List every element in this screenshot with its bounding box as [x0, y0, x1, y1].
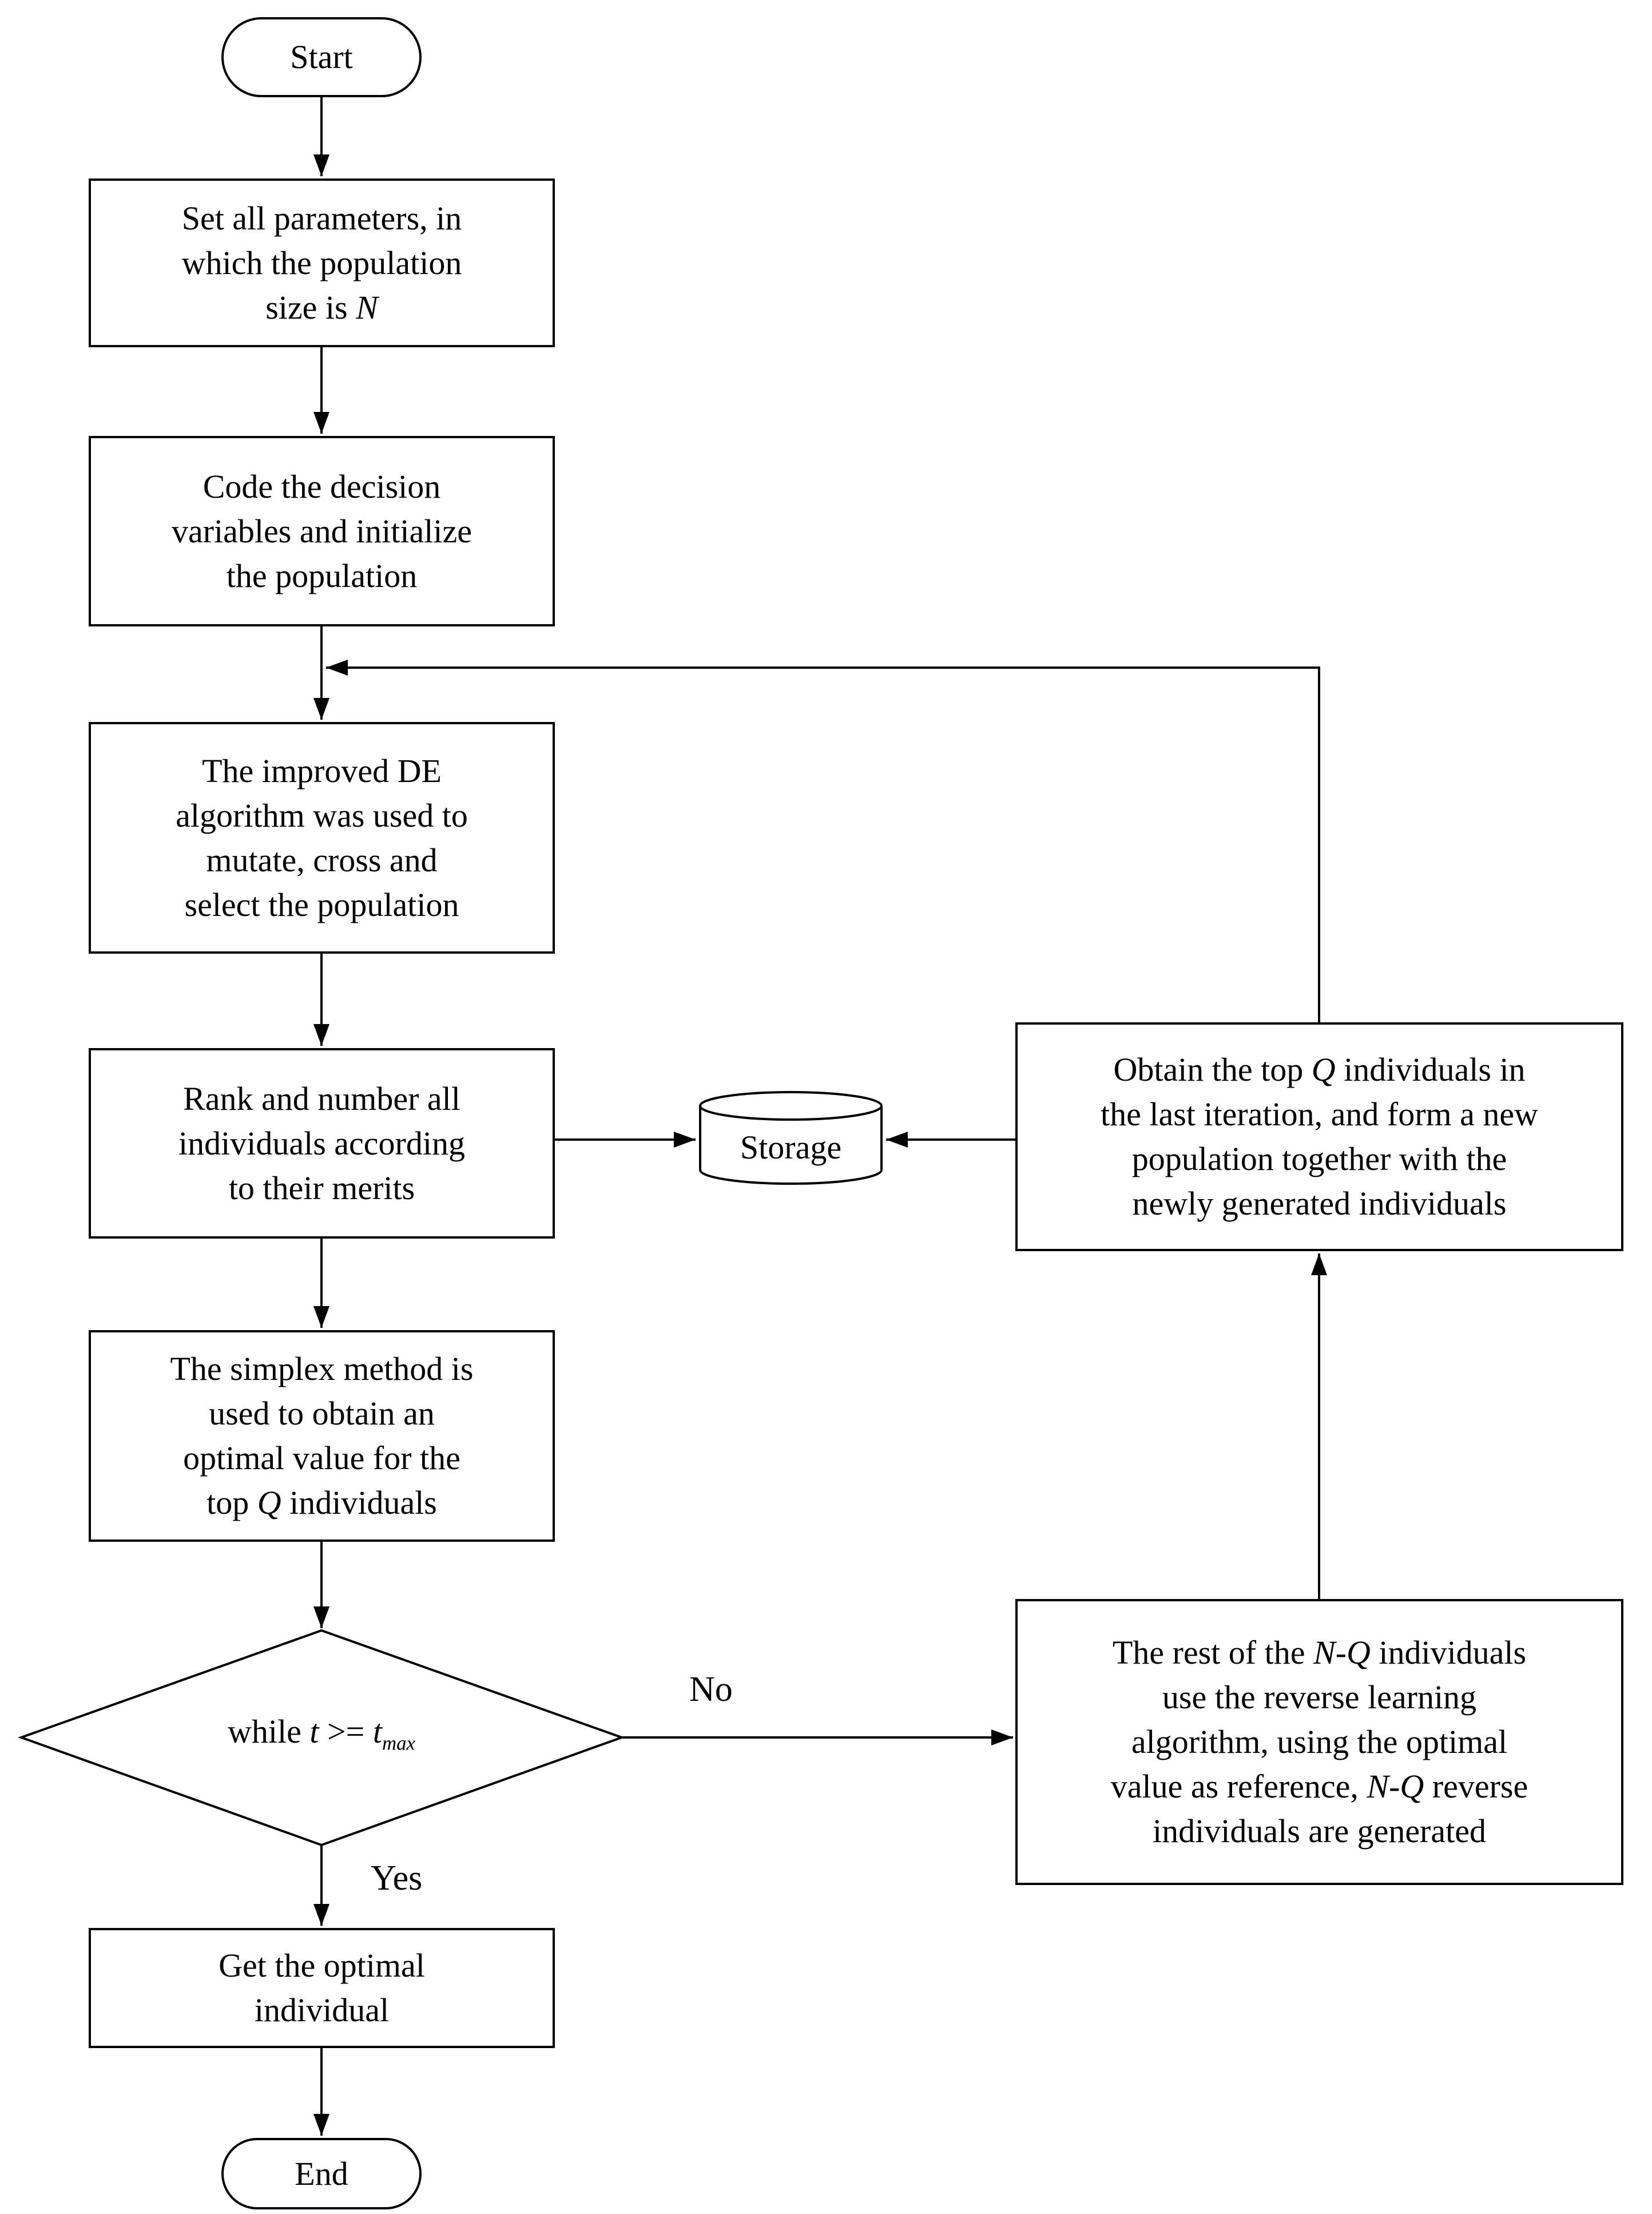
node-label-line: [229, 1166, 415, 1211]
label-part: size is: [265, 288, 356, 326]
label-part: which the population: [181, 244, 462, 281]
label-part: use the reverse learning: [1162, 1679, 1477, 1716]
label-part: reverse: [1424, 1768, 1528, 1805]
flow-node-improved-de: [89, 722, 555, 954]
node-label-line: [1133, 1181, 1507, 1226]
label-part: individuals according: [178, 1124, 465, 1162]
label-part: algorithm, using the optimal: [1131, 1723, 1508, 1760]
label-part: Obtain the top: [1113, 1051, 1312, 1088]
node-label-line: [219, 1943, 425, 1988]
label-part: individuals: [1370, 1634, 1527, 1671]
node-label-line: [206, 838, 437, 883]
label-part: Q: [1311, 1051, 1336, 1088]
label-part: Get the optimal: [219, 1947, 425, 1984]
flow-node-set-parameters: [89, 178, 555, 347]
label-part: used to obtain an: [209, 1395, 435, 1432]
label-part: >=: [319, 1713, 373, 1751]
label-part: N-Q: [1313, 1634, 1371, 1671]
node-label-line: [183, 1077, 460, 1121]
node-label-line: [1132, 1137, 1507, 1181]
node-label-line: [1113, 1630, 1526, 1675]
node-label-line: [203, 465, 441, 509]
label-part: select the population: [184, 886, 459, 923]
node-label-line: [255, 1988, 389, 2033]
label-part: Rank and number all: [183, 1080, 460, 1117]
label-part: to their merits: [228, 1169, 415, 1207]
node-label-line: [1153, 1809, 1486, 1854]
label-part: Storage: [740, 1128, 842, 1166]
label-part: individuals: [281, 1484, 437, 1521]
label-part: t: [309, 1713, 319, 1751]
node-label-line: [1162, 1675, 1476, 1720]
label-part: optimal value for the: [183, 1439, 460, 1477]
node-label-line: [182, 241, 462, 285]
label-part: individuals are generated: [1153, 1812, 1486, 1850]
flow-node-get-optimal: [89, 1928, 555, 2048]
node-label-line: [295, 2152, 348, 2196]
label-part: Q: [257, 1484, 281, 1521]
label-part: the last iteration, and form a new: [1100, 1096, 1539, 1133]
node-label-line: [227, 554, 417, 598]
node-label-line: [1111, 1764, 1528, 1809]
node-label-line: [170, 1347, 474, 1391]
flow-node-simplex: [89, 1330, 555, 1542]
node-label-line: [176, 793, 468, 838]
label-part: the population: [226, 557, 418, 594]
flow-node-code-variables: [89, 436, 555, 626]
node-label-line: [202, 749, 442, 793]
flow-node-start: [221, 17, 422, 97]
label-part: Start: [290, 38, 353, 76]
node-label-line: [183, 1436, 460, 1481]
flow-node-decision: [86, 1691, 557, 1785]
label-part: The simplex method is: [170, 1350, 474, 1387]
label-part: The improved DE: [202, 752, 442, 789]
label-part: max: [382, 1732, 415, 1755]
label-part: variables and initialize: [171, 512, 472, 550]
node-label-line: [206, 1481, 437, 1525]
label-part: individuals in: [1335, 1051, 1526, 1088]
node-label-line: [172, 509, 472, 554]
node-label-line: [185, 883, 459, 927]
label-part: value as reference,: [1110, 1768, 1367, 1805]
node-label-line: [228, 1709, 415, 1766]
label-part: mutate, cross and: [206, 841, 438, 879]
label-part: individual: [254, 1991, 390, 2029]
node-label-line: [178, 1121, 465, 1166]
flow-node-obtain-top: [1015, 1022, 1623, 1251]
label-part: End: [295, 2155, 348, 2192]
label-part: The rest of the: [1112, 1634, 1313, 1671]
label-part: algorithm was used to: [176, 796, 468, 834]
node-label-line: [209, 1391, 435, 1436]
node-label-line: [1101, 1092, 1538, 1137]
label-part: population together with the: [1131, 1140, 1507, 1177]
flow-node-storage: [698, 1090, 884, 1187]
node-label-line: [182, 196, 462, 241]
label-part: newly generated individuals: [1132, 1185, 1507, 1222]
flow-node-end: [221, 2138, 422, 2209]
label-part: while: [227, 1713, 310, 1751]
node-label-line: [290, 35, 353, 80]
label-part: N-Q: [1367, 1768, 1424, 1805]
label-part: Code the decision: [202, 467, 441, 505]
node-label-line: [1131, 1720, 1507, 1764]
edge-label-yes: Yes: [371, 1859, 423, 1898]
label-part: Set all parameters, in: [181, 199, 462, 237]
node-label-line: [1113, 1048, 1525, 1092]
edge-label-no: No: [689, 1670, 733, 1709]
label-part: N: [356, 288, 378, 326]
label-part: top: [206, 1484, 257, 1521]
flow-node-reverse-learning: [1015, 1599, 1623, 1885]
node-label-line: [265, 285, 378, 330]
flow-node-rank-number: [89, 1048, 555, 1239]
label-part: t: [372, 1713, 383, 1751]
